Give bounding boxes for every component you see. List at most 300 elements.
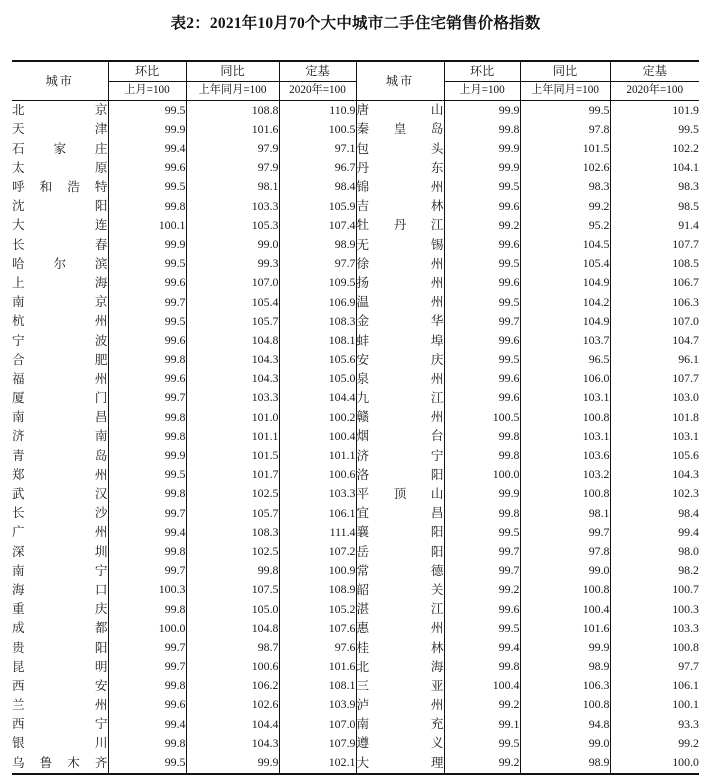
- table-row: [12, 466, 699, 485]
- table-row: [12, 331, 699, 350]
- mom-value-left: 99.7: [108, 638, 186, 657]
- yoy-value-right: 106.3: [520, 677, 610, 696]
- city-name-left: 宁波: [12, 333, 108, 348]
- header-base-mom-left: 上月=100: [108, 82, 186, 101]
- city-name-right: 秦皇岛: [356, 120, 444, 139]
- mom-value-left: 99.8: [108, 542, 186, 561]
- table-row: [12, 274, 699, 293]
- mom-value-right: 99.5: [444, 523, 520, 542]
- yoy-value-right: 98.9: [520, 753, 610, 772]
- mom-value-right: 99.7: [444, 542, 520, 561]
- table-row: [12, 178, 699, 197]
- mom-value-right: 99.6: [444, 235, 520, 254]
- base-value-left: 100.4: [279, 427, 356, 446]
- base-value-right: 102.3: [610, 485, 699, 504]
- city-name-right: 泉州: [356, 370, 444, 389]
- table-row: [12, 101, 699, 121]
- base-value-left: 97.7: [279, 255, 356, 274]
- mom-value-right: 99.6: [444, 600, 520, 619]
- base-value-left: 108.1: [279, 331, 356, 350]
- city-name-right: 唐山: [356, 101, 444, 121]
- city-name-right: 蚌埠: [356, 331, 444, 350]
- yoy-value-right: 103.1: [520, 427, 610, 446]
- base-value-left: 107.9: [279, 734, 356, 753]
- city-name-left: 天津: [12, 122, 108, 137]
- city-name-right: 岳阳: [356, 542, 444, 561]
- city-name-right: 九江: [356, 389, 444, 408]
- table-body: [12, 101, 699, 773]
- base-value-left: 104.4: [279, 389, 356, 408]
- city-name-left: 深圳: [12, 544, 108, 559]
- mom-value-left: 99.5: [108, 753, 186, 772]
- base-value-left: 107.4: [279, 216, 356, 235]
- table-row: [12, 293, 699, 312]
- mom-value-right: 99.6: [444, 370, 520, 389]
- mom-value-left: 99.9: [108, 235, 186, 254]
- yoy-value-left: 108.3: [186, 523, 279, 542]
- base-value-right: 99.4: [610, 523, 699, 542]
- base-value-left: 105.9: [279, 197, 356, 216]
- mom-value-right: 99.6: [444, 197, 520, 216]
- table-row: [12, 235, 699, 254]
- table-row: [12, 350, 699, 369]
- mom-value-right: 99.8: [444, 427, 520, 446]
- mom-value-left: 99.5: [108, 466, 186, 485]
- mom-value-left: 99.8: [108, 734, 186, 753]
- base-value-right: 100.8: [610, 638, 699, 657]
- yoy-value-left: 101.1: [186, 427, 279, 446]
- yoy-value-right: 103.6: [520, 446, 610, 465]
- yoy-value-left: 97.9: [186, 139, 279, 158]
- table-row: [12, 216, 699, 235]
- yoy-value-left: 100.6: [186, 657, 279, 676]
- yoy-value-right: 99.0: [520, 562, 610, 581]
- city-name-right: 赣州: [356, 408, 444, 427]
- base-value-left: 103.9: [279, 696, 356, 715]
- mom-value-right: 99.5: [444, 178, 520, 197]
- city-name-left: 贵阳: [12, 640, 108, 655]
- base-value-right: 100.1: [610, 696, 699, 715]
- mom-value-right: 99.9: [444, 159, 520, 178]
- city-name-left: 济南: [12, 429, 108, 444]
- yoy-value-right: 98.3: [520, 178, 610, 197]
- city-name-right: 温州: [356, 293, 444, 312]
- yoy-value-right: 103.2: [520, 466, 610, 485]
- yoy-value-left: 101.7: [186, 466, 279, 485]
- mom-value-right: 99.9: [444, 139, 520, 158]
- mom-value-right: 100.5: [444, 408, 520, 427]
- yoy-value-right: 100.4: [520, 600, 610, 619]
- table-row: [12, 638, 699, 657]
- city-name-left: 郑州: [12, 467, 108, 482]
- mom-value-left: 99.8: [108, 600, 186, 619]
- table-row: [12, 715, 699, 734]
- base-value-left: 107.2: [279, 542, 356, 561]
- mom-value-right: 99.6: [444, 274, 520, 293]
- mom-value-right: 99.8: [444, 120, 520, 139]
- base-value-left: 100.2: [279, 408, 356, 427]
- yoy-value-left: 107.0: [186, 274, 279, 293]
- yoy-value-left: 106.2: [186, 677, 279, 696]
- city-name-left: 北京: [12, 103, 108, 118]
- table-row: [12, 485, 699, 504]
- base-value-left: 108.3: [279, 312, 356, 331]
- yoy-value-right: 100.8: [520, 696, 610, 715]
- table-row: [12, 677, 699, 696]
- header-group-yoy-right: 同比: [520, 62, 610, 82]
- city-name-left: 成都: [12, 621, 108, 636]
- base-value-right: 107.0: [610, 312, 699, 331]
- yoy-value-left: 102.6: [186, 696, 279, 715]
- mom-value-right: 99.2: [444, 696, 520, 715]
- mom-value-right: 99.2: [444, 753, 520, 772]
- city-name-left: 昆明: [12, 659, 108, 674]
- mom-value-left: 99.8: [108, 427, 186, 446]
- table-row: [12, 159, 699, 178]
- yoy-value-left: 107.5: [186, 581, 279, 600]
- city-name-right: 平顶山: [356, 485, 444, 504]
- header-city-right: 城市: [356, 62, 444, 101]
- city-name-left: 南宁: [12, 563, 108, 578]
- mom-value-left: 99.6: [108, 370, 186, 389]
- city-name-left: 青岛: [12, 448, 108, 463]
- base-value-right: 93.3: [610, 715, 699, 734]
- city-name-right: 丹东: [356, 159, 444, 178]
- table-row: [12, 734, 699, 753]
- mom-value-left: 99.4: [108, 523, 186, 542]
- yoy-value-right: 104.9: [520, 274, 610, 293]
- mom-value-left: 99.4: [108, 139, 186, 158]
- mom-value-right: 99.9: [444, 101, 520, 121]
- base-value-right: 100.7: [610, 581, 699, 600]
- base-value-right: 104.3: [610, 466, 699, 485]
- base-value-right: 98.4: [610, 504, 699, 523]
- mom-value-left: 99.9: [108, 120, 186, 139]
- base-value-left: 100.9: [279, 562, 356, 581]
- mom-value-right: 99.5: [444, 293, 520, 312]
- base-value-left: 97.6: [279, 638, 356, 657]
- base-value-right: 100.3: [610, 600, 699, 619]
- yoy-value-left: 101.5: [186, 446, 279, 465]
- yoy-value-right: 100.8: [520, 581, 610, 600]
- base-value-left: 107.0: [279, 715, 356, 734]
- city-name-left: 银川: [12, 736, 108, 751]
- yoy-value-left: 98.7: [186, 638, 279, 657]
- base-value-left: 109.5: [279, 274, 356, 293]
- city-name-right: 韶关: [356, 581, 444, 600]
- yoy-value-left: 98.1: [186, 178, 279, 197]
- city-name-left: 大连: [12, 218, 108, 233]
- base-value-left: 110.9: [279, 101, 356, 121]
- yoy-value-left: 99.0: [186, 235, 279, 254]
- city-name-right: 洛阳: [356, 466, 444, 485]
- yoy-value-right: 95.2: [520, 216, 610, 235]
- header-group-mom-left: 环比: [108, 62, 186, 82]
- mom-value-right: 99.2: [444, 216, 520, 235]
- base-value-right: 99.2: [610, 734, 699, 753]
- city-name-left: 海口: [12, 582, 108, 597]
- yoy-value-left: 105.0: [186, 600, 279, 619]
- yoy-value-left: 104.3: [186, 734, 279, 753]
- header-base-base-left: 2020年=100: [279, 82, 356, 101]
- table-row: [12, 408, 699, 427]
- base-value-right: 103.0: [610, 389, 699, 408]
- city-name-left: 乌鲁木齐: [12, 755, 108, 770]
- base-value-right: 97.7: [610, 657, 699, 676]
- mom-value-left: 99.6: [108, 159, 186, 178]
- city-name-right: 徐州: [356, 255, 444, 274]
- price-index-table: [12, 62, 699, 773]
- mom-value-right: 99.7: [444, 562, 520, 581]
- table-row: [12, 657, 699, 676]
- base-value-right: 102.2: [610, 139, 699, 158]
- mom-value-left: 99.8: [108, 408, 186, 427]
- mom-value-left: 99.8: [108, 197, 186, 216]
- mom-value-right: 99.5: [444, 350, 520, 369]
- mom-value-left: 100.0: [108, 619, 186, 638]
- base-value-left: 102.1: [279, 753, 356, 772]
- yoy-value-right: 100.8: [520, 408, 610, 427]
- mom-value-left: 99.6: [108, 274, 186, 293]
- base-value-right: 98.2: [610, 562, 699, 581]
- base-value-right: 106.7: [610, 274, 699, 293]
- yoy-value-right: 101.5: [520, 139, 610, 158]
- city-name-left: 西安: [12, 678, 108, 693]
- page-title: 表2：2021年10月70个大中城市二手住宅销售价格指数: [170, 15, 541, 32]
- table-row: [12, 120, 699, 139]
- city-name-left: 石家庄: [12, 141, 108, 156]
- table-row: [12, 581, 699, 600]
- city-name-right: 锦州: [356, 178, 444, 197]
- base-value-left: 100.5: [279, 120, 356, 139]
- table-row: [12, 542, 699, 561]
- table-row: [12, 753, 699, 772]
- city-name-left: 南昌: [12, 410, 108, 425]
- base-value-right: 100.0: [610, 753, 699, 772]
- base-value-left: 98.4: [279, 178, 356, 197]
- mom-value-right: 99.8: [444, 504, 520, 523]
- mom-value-left: 99.7: [108, 562, 186, 581]
- city-name-right: 大理: [356, 753, 444, 772]
- base-value-left: 108.9: [279, 581, 356, 600]
- table-row: [12, 255, 699, 274]
- yoy-value-right: 104.9: [520, 312, 610, 331]
- city-name-left: 合肥: [12, 352, 108, 367]
- base-value-right: 105.6: [610, 446, 699, 465]
- city-name-left: 太原: [12, 160, 108, 175]
- base-value-right: 103.3: [610, 619, 699, 638]
- yoy-value-right: 97.8: [520, 120, 610, 139]
- mom-value-left: 99.5: [108, 101, 186, 121]
- table-row: [12, 139, 699, 158]
- header-base-mom-right: 上月=100: [444, 82, 520, 101]
- mom-value-left: 99.9: [108, 446, 186, 465]
- mom-value-right: 99.7: [444, 312, 520, 331]
- yoy-value-left: 104.8: [186, 331, 279, 350]
- yoy-value-right: 104.2: [520, 293, 610, 312]
- base-value-left: 105.2: [279, 600, 356, 619]
- base-value-right: 103.1: [610, 427, 699, 446]
- yoy-value-right: 98.9: [520, 657, 610, 676]
- yoy-value-left: 103.3: [186, 197, 279, 216]
- base-value-right: 104.7: [610, 331, 699, 350]
- mom-value-left: 99.7: [108, 504, 186, 523]
- table-row: [12, 389, 699, 408]
- mom-value-right: 99.5: [444, 619, 520, 638]
- yoy-value-left: 101.6: [186, 120, 279, 139]
- yoy-value-right: 101.6: [520, 619, 610, 638]
- yoy-value-right: 99.2: [520, 197, 610, 216]
- city-name-left: 沈阳: [12, 199, 108, 214]
- base-value-right: 101.8: [610, 408, 699, 427]
- yoy-value-left: 99.9: [186, 753, 279, 772]
- mom-value-right: 100.4: [444, 677, 520, 696]
- yoy-value-right: 99.0: [520, 734, 610, 753]
- base-value-right: 96.1: [610, 350, 699, 369]
- table-header: [12, 62, 699, 101]
- table-row: [12, 696, 699, 715]
- yoy-value-right: 98.1: [520, 504, 610, 523]
- yoy-value-right: 99.5: [520, 101, 610, 121]
- mom-value-left: 99.7: [108, 293, 186, 312]
- city-name-right: 襄阳: [356, 523, 444, 542]
- base-value-right: 91.4: [610, 216, 699, 235]
- city-name-left: 西宁: [12, 717, 108, 732]
- yoy-value-right: 97.8: [520, 542, 610, 561]
- table-row: [12, 600, 699, 619]
- mom-value-right: 99.6: [444, 389, 520, 408]
- yoy-value-right: 103.7: [520, 331, 610, 350]
- city-name-left: 哈尔滨: [12, 256, 108, 271]
- base-value-right: 104.1: [610, 159, 699, 178]
- city-name-left: 重庆: [12, 602, 108, 617]
- city-name-right: 安庆: [356, 350, 444, 369]
- city-name-left: 兰州: [12, 698, 108, 713]
- city-name-right: 湛江: [356, 600, 444, 619]
- city-name-right: 南充: [356, 715, 444, 734]
- base-value-right: 107.7: [610, 235, 699, 254]
- city-name-left: 长春: [12, 237, 108, 252]
- table-row: [12, 446, 699, 465]
- table-row: [12, 370, 699, 389]
- mom-value-left: 99.5: [108, 255, 186, 274]
- mom-value-left: 99.8: [108, 485, 186, 504]
- mom-value-right: 99.8: [444, 657, 520, 676]
- base-value-left: 97.1: [279, 139, 356, 158]
- base-value-left: 103.3: [279, 485, 356, 504]
- city-name-right: 扬州: [356, 274, 444, 293]
- yoy-value-left: 104.3: [186, 370, 279, 389]
- mom-value-left: 99.8: [108, 677, 186, 696]
- mom-value-right: 99.1: [444, 715, 520, 734]
- city-name-left: 呼和浩特: [12, 180, 108, 195]
- base-value-right: 98.3: [610, 178, 699, 197]
- base-value-right: 99.5: [610, 120, 699, 139]
- city-name-right: 遵义: [356, 734, 444, 753]
- yoy-value-left: 102.5: [186, 485, 279, 504]
- header-base-yoy-right: 上年同月=100: [520, 82, 610, 101]
- base-value-right: 98.5: [610, 197, 699, 216]
- base-value-left: 100.6: [279, 466, 356, 485]
- mom-value-right: 99.8: [444, 446, 520, 465]
- table-row: [12, 427, 699, 446]
- yoy-value-left: 108.8: [186, 101, 279, 121]
- city-name-right: 无锡: [356, 235, 444, 254]
- header-group-base-right: 定基: [610, 62, 699, 82]
- base-value-left: 101.6: [279, 657, 356, 676]
- base-value-left: 96.7: [279, 159, 356, 178]
- yoy-value-right: 99.9: [520, 638, 610, 657]
- header-base-base-right: 2020年=100: [610, 82, 699, 101]
- yoy-value-left: 102.5: [186, 542, 279, 561]
- city-name-right: 烟台: [356, 427, 444, 446]
- city-name-right: 桂林: [356, 638, 444, 657]
- mom-value-right: 99.9: [444, 485, 520, 504]
- table-row: [12, 312, 699, 331]
- city-name-right: 惠州: [356, 619, 444, 638]
- city-name-right: 金华: [356, 312, 444, 331]
- yoy-value-left: 105.3: [186, 216, 279, 235]
- base-value-left: 108.1: [279, 677, 356, 696]
- base-value-left: 105.6: [279, 350, 356, 369]
- mom-value-right: 99.5: [444, 255, 520, 274]
- yoy-value-right: 102.6: [520, 159, 610, 178]
- base-value-left: 107.6: [279, 619, 356, 638]
- base-value-right: 107.7: [610, 370, 699, 389]
- yoy-value-right: 104.5: [520, 235, 610, 254]
- mom-value-right: 99.5: [444, 734, 520, 753]
- mom-value-left: 99.5: [108, 312, 186, 331]
- yoy-value-left: 99.8: [186, 562, 279, 581]
- yoy-value-left: 104.3: [186, 350, 279, 369]
- city-name-left: 武汉: [12, 487, 108, 502]
- yoy-value-left: 104.8: [186, 619, 279, 638]
- mom-value-left: 99.6: [108, 331, 186, 350]
- city-name-right: 吉林: [356, 197, 444, 216]
- header-group-base-left: 定基: [279, 62, 356, 82]
- yoy-value-left: 101.0: [186, 408, 279, 427]
- header-group-mom-right: 环比: [444, 62, 520, 82]
- base-value-right: 106.1: [610, 677, 699, 696]
- mom-value-right: 100.0: [444, 466, 520, 485]
- yoy-value-right: 106.0: [520, 370, 610, 389]
- city-name-left: 上海: [12, 275, 108, 290]
- yoy-value-left: 99.3: [186, 255, 279, 274]
- header-group-yoy-left: 同比: [186, 62, 279, 82]
- city-name-right: 济宁: [356, 446, 444, 465]
- mom-value-left: 100.1: [108, 216, 186, 235]
- table-row: [12, 504, 699, 523]
- yoy-value-right: 105.4: [520, 255, 610, 274]
- city-name-left: 杭州: [12, 314, 108, 329]
- base-value-left: 111.4: [279, 523, 356, 542]
- yoy-value-right: 94.8: [520, 715, 610, 734]
- mom-value-left: 99.6: [108, 696, 186, 715]
- yoy-value-right: 100.8: [520, 485, 610, 504]
- mom-value-left: 99.4: [108, 715, 186, 734]
- mom-value-right: 99.4: [444, 638, 520, 657]
- mom-value-left: 99.5: [108, 178, 186, 197]
- yoy-value-left: 105.7: [186, 504, 279, 523]
- base-value-left: 106.1: [279, 504, 356, 523]
- mom-value-left: 99.7: [108, 657, 186, 676]
- base-value-left: 105.0: [279, 370, 356, 389]
- city-name-right: 牡丹江: [356, 216, 444, 235]
- base-value-right: 98.0: [610, 542, 699, 561]
- mom-value-left: 100.3: [108, 581, 186, 600]
- city-name-right: 北海: [356, 657, 444, 676]
- yoy-value-right: 103.1: [520, 389, 610, 408]
